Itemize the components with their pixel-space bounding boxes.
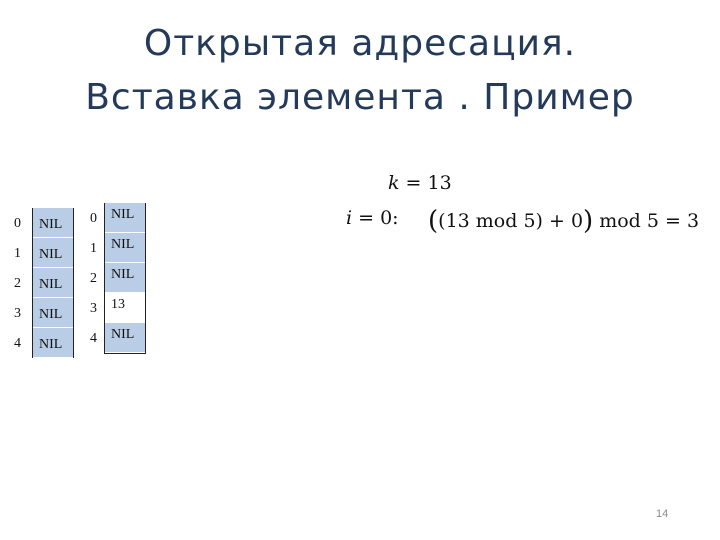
hash-expression: [428, 204, 699, 234]
table-cell: NIL: [105, 263, 145, 293]
index-label: 2: [14, 276, 21, 291]
index-label: 3: [14, 306, 21, 321]
probe-equation: [346, 207, 399, 229]
table-cell: NIL: [33, 268, 73, 298]
index-label: 1: [90, 241, 97, 256]
page-number: 14: [656, 508, 669, 520]
big-close-paren: ): [583, 206, 594, 236]
index-label: 3: [90, 301, 97, 316]
hash-inner-expression: (13 mod 5) + 0: [438, 210, 584, 232]
table-cells-before: [32, 208, 74, 358]
index-label: 1: [14, 246, 21, 261]
key-variable: k: [388, 172, 400, 194]
table-cell: NIL: [33, 238, 73, 268]
probe-value: = 0:: [352, 207, 399, 229]
big-open-paren: (: [428, 206, 439, 236]
inserted-cell: 13: [105, 293, 145, 323]
index-label: 4: [14, 336, 21, 351]
key-value: = 13: [399, 172, 452, 194]
table-cells-after: [104, 203, 146, 354]
index-label: 0: [90, 211, 97, 226]
index-label: 0: [14, 216, 21, 231]
probe-variable: i: [346, 207, 353, 229]
slide-title-line-1: Открытая адресация.: [143, 23, 577, 64]
table-cell: NIL: [33, 208, 73, 238]
table-cell: NIL: [105, 323, 145, 353]
table-cell: NIL: [33, 298, 73, 328]
index-label: 2: [90, 271, 97, 286]
index-label: 4: [90, 331, 97, 346]
hash-result: mod 5 = 3: [593, 210, 700, 232]
table-cell: NIL: [105, 233, 145, 263]
table-cell: NIL: [33, 328, 73, 358]
key-equation: [388, 172, 452, 194]
slide-title-line-2: Вставка элемента . Пример: [85, 77, 635, 118]
table-cell: NIL: [105, 203, 145, 233]
